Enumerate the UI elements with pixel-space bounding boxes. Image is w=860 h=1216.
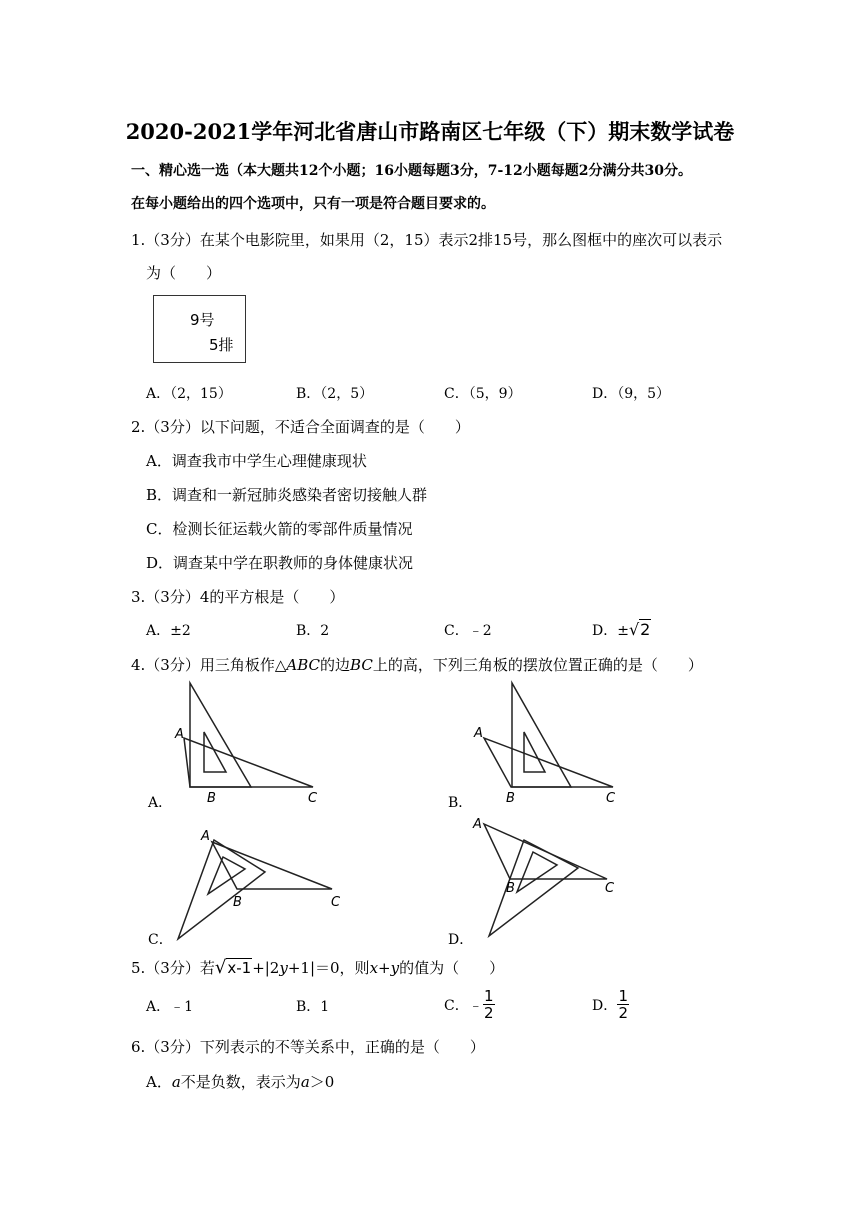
q4-option-c[interactable]: C． (148, 932, 173, 948)
q5-radicand: x-1 (227, 959, 252, 977)
point-b-label: B (506, 881, 515, 896)
q5-stem-pre: 5.（3分）若 (131, 959, 215, 977)
q5-option-d-fraction (617, 988, 629, 1021)
frac-denominator: 2 (483, 1004, 494, 1022)
q3-stem: 3.（3分）4的平方根是（ ） (131, 588, 345, 606)
q4-figure-b[interactable] (466, 676, 636, 810)
q1-option-d[interactable]: D．（9，5） (592, 386, 671, 402)
point-a-label: A (473, 817, 482, 832)
q3-option-c[interactable]: C．﹣2 (444, 623, 492, 639)
q1-option-c[interactable]: C．（5，9） (444, 386, 522, 402)
q3-option-d-radicand: 2 (640, 620, 651, 639)
q6-option-a[interactable] (146, 1071, 334, 1092)
q5-option-a[interactable]: A．﹣1 (146, 999, 194, 1015)
q5-option-d[interactable] (592, 988, 629, 1021)
seat-row-label: 5排 (209, 336, 234, 354)
q6-option-a-mid: 不是负数，表示为 (180, 1073, 301, 1091)
frac-numerator: 1 (618, 987, 628, 1005)
q4-stem-mid: 的边 (320, 656, 351, 674)
q4-stem-pre: 4.（3分）用三角板作△ (131, 656, 287, 674)
point-c-label: C (331, 895, 341, 910)
q5-stem-post: 的值为（ ） (399, 959, 505, 977)
point-b-label: B (506, 791, 515, 806)
point-c-label: C (308, 791, 318, 806)
q5-option-c-fraction (483, 988, 495, 1021)
q1-stem-line2: 为（ ） (146, 264, 222, 282)
q6-option-a-post: ＞0 (309, 1073, 335, 1091)
point-b-label: B (233, 895, 242, 910)
q1-stem-line1: 1.（3分）在某个电影院里，如果用（2，15）表示2排15号，那么图框中的座次可以表示 (131, 231, 723, 249)
q4-side-bc: BC (350, 656, 373, 674)
q6-var-a: a (171, 1073, 181, 1091)
point-a-label: A (474, 726, 483, 741)
q5-option-b[interactable]: B．1 (296, 999, 330, 1015)
q5-option-d-label: D． (592, 997, 618, 1014)
seat-number-label: 9号 (190, 311, 215, 329)
q4-triangle-abc: ABC (286, 656, 321, 674)
point-a-label: A (175, 727, 184, 742)
q4-option-d[interactable]: D． (448, 932, 474, 948)
q1-option-a[interactable]: A．（2，15） (146, 386, 232, 402)
set-square-inner (524, 732, 545, 772)
q5-expr-xy: x+y (369, 958, 400, 977)
sqrt-icon: √ (214, 957, 227, 978)
seat-box (153, 295, 246, 363)
q5-option-c[interactable] (444, 988, 495, 1021)
q3-option-d-label: D．± (592, 623, 629, 639)
q4-figure-a[interactable] (165, 676, 335, 810)
q4-option-b[interactable]: B． (448, 795, 473, 811)
q3-option-a[interactable]: A．±2 (146, 623, 191, 639)
q2-option-a[interactable]: A．调查我市中学生心理健康现状 (146, 452, 367, 470)
q6-option-a-pre: A． (146, 1073, 172, 1091)
q4-figure-c[interactable] (165, 822, 355, 944)
q4-option-a[interactable]: A． (148, 795, 173, 811)
point-c-label: C (606, 791, 616, 806)
section-header-line1: 一、精心选一选（本大题共12个小题；16小题每题3分，7-12小题每题2分满分共30分。 (131, 163, 692, 179)
q1-option-b[interactable]: B．（2，5） (296, 386, 374, 402)
frac-denominator: 2 (618, 1004, 628, 1022)
q3-option-b[interactable]: B．2 (296, 623, 330, 639)
triangle-abc (212, 842, 332, 889)
q5-var-y: y (279, 958, 288, 977)
q2-option-c[interactable]: C．检测长征运载火箭的零部件质量情况 (146, 520, 413, 538)
q2-option-b[interactable]: B．调查和一新冠肺炎感染者密切接触人群 (146, 486, 428, 504)
set-square-inner (517, 852, 557, 892)
q3-option-d[interactable] (592, 620, 651, 640)
q2-option-d[interactable]: D．调查某中学在职教师的身体健康状况 (146, 554, 414, 572)
point-c-label: C (605, 881, 615, 896)
q6-var-a2: a (300, 1073, 310, 1091)
point-a-label: A (201, 829, 210, 844)
frac-numerator: 1 (483, 987, 494, 1005)
q4-stem (131, 654, 703, 675)
q5-stem (131, 957, 504, 978)
sqrt-icon: √ (628, 620, 640, 639)
q5-option-c-label: C．﹣ (444, 997, 483, 1014)
page-title: 2020-2021学年河北省唐山市路南区七年级（下）期末数学试卷 (125, 119, 735, 144)
point-b-label: B (207, 791, 216, 806)
q5-stem-abs: +|2 (252, 958, 280, 977)
section-header-line2: 在每小题给出的四个选项中，只有一项是符合题目要求的。 (131, 196, 495, 212)
q4-figure-d[interactable] (466, 812, 636, 944)
set-square-outer (489, 840, 578, 936)
q5-stem-eq: +1|＝0，则 (287, 959, 370, 977)
q2-stem: 2.（3分）以下问题，不适合全面调查的是（ ） (131, 418, 470, 436)
triangle-abc (484, 738, 613, 787)
q4-stem-post: 上的高，下列三角板的摆放位置正确的是（ ） (372, 656, 703, 674)
q6-stem: 6.（3分）下列表示的不等关系中，正确的是（ ） (131, 1038, 485, 1056)
